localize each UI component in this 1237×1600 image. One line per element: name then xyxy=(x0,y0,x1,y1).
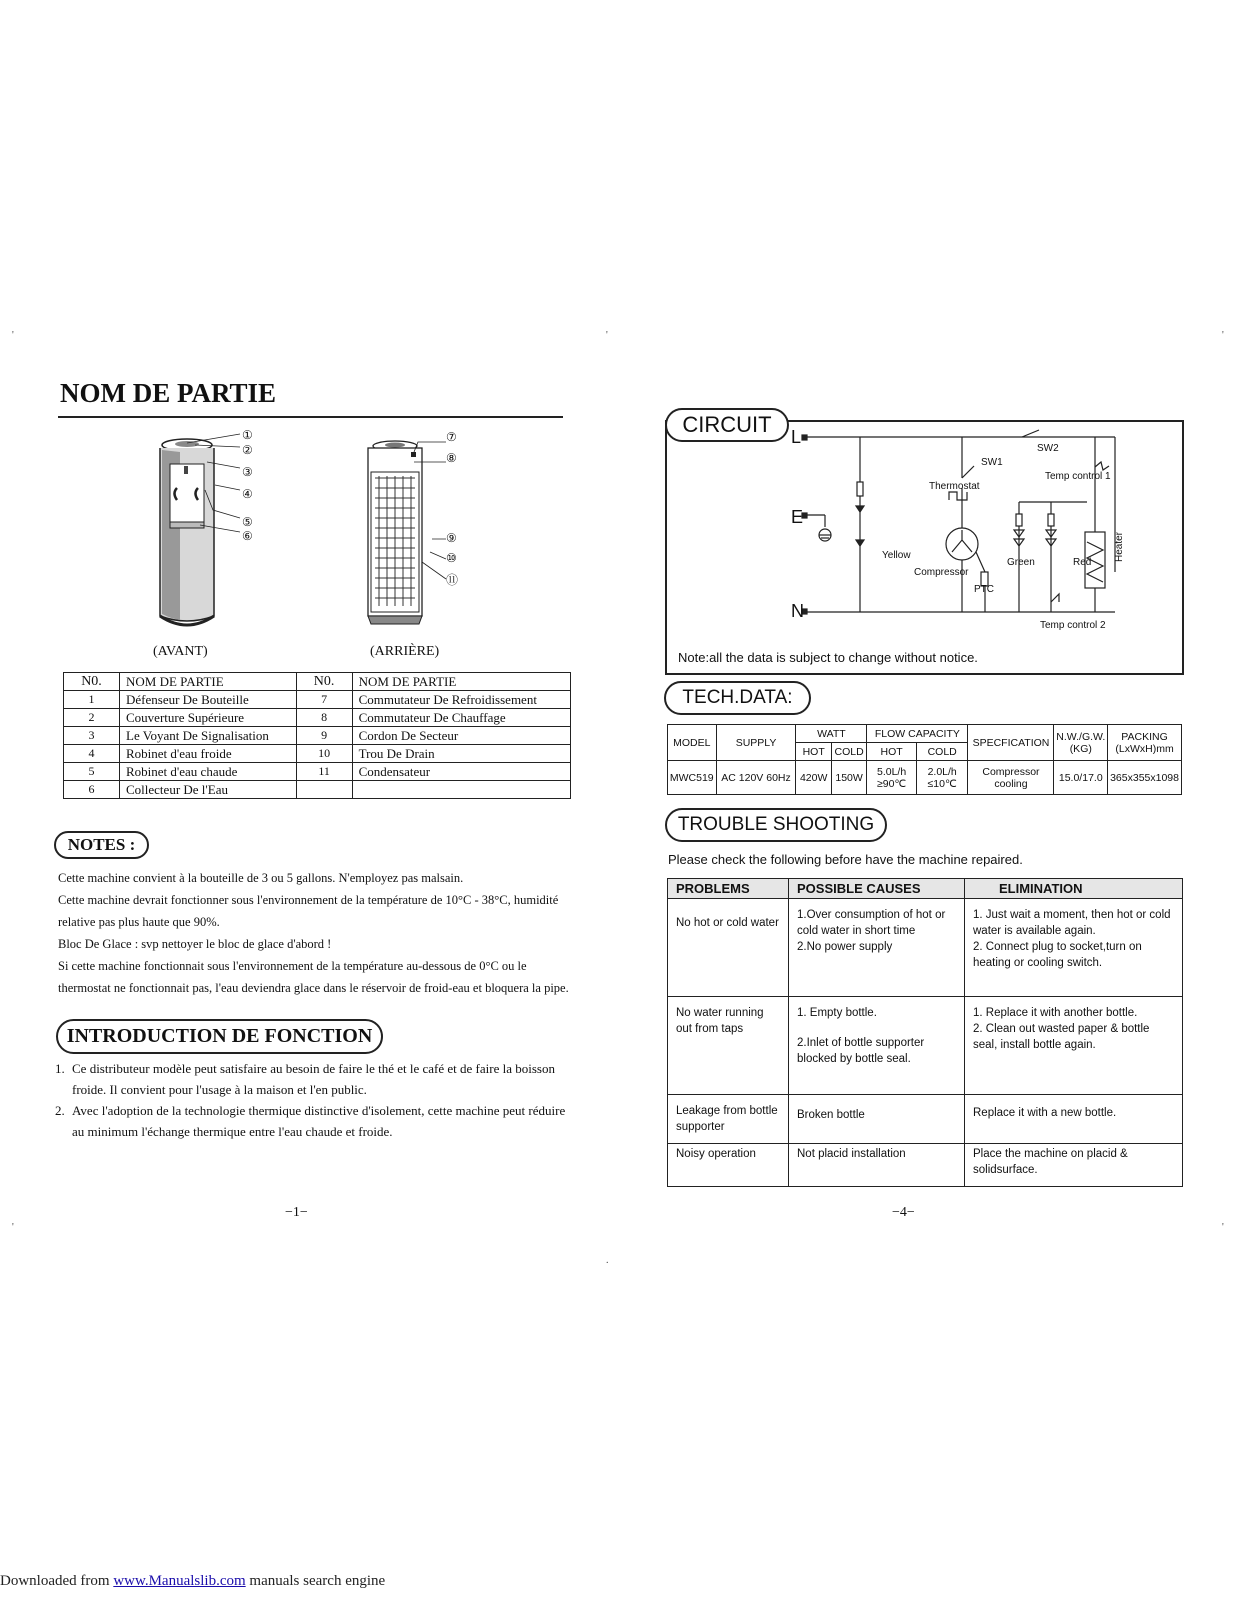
circuit-sw2: SW2 xyxy=(1037,443,1059,454)
part-name: Collecteur De l'Eau xyxy=(120,781,297,799)
callout-4: ④ xyxy=(242,487,253,501)
callout-8: ⑧ xyxy=(446,451,457,465)
header-watt: WATT xyxy=(796,725,867,743)
circuit-ptc: PTC xyxy=(974,584,994,595)
cause-line: Not placid installation xyxy=(797,1148,906,1160)
part-name: Commutateur De Refroidissement xyxy=(352,691,570,709)
cause-line: 2.Inlet of bottle supporter blocked by bottle seal. xyxy=(797,1037,925,1065)
header-part-name: NOM DE PARTIE xyxy=(352,673,570,691)
intro-item-number: 2. xyxy=(55,1103,65,1118)
note-line: Si cette machine fonctionnait sous l'environnement de la température au-dessous de 0°C ou le thermostat ne fonctionnait pas, l'eau deviendra glace dans le réservoir de froid-eau et bloquera la pipe. xyxy=(58,959,569,995)
table-row xyxy=(668,997,1183,1095)
cause-line: Broken bottle xyxy=(797,1109,865,1121)
intro-heading: INTRODUCTION DE FONCTION xyxy=(56,1019,383,1054)
fix-line: Place the machine on placid & solidsurface. xyxy=(973,1148,1128,1176)
header-weight: N.W./G.W. (KG) xyxy=(1054,725,1108,761)
table-row xyxy=(668,1144,1183,1187)
circuit-green: Green xyxy=(1007,557,1035,568)
note-line: Cette machine devrait fonctionner sous l'environnement de la température de 10°C - 38°C, humidité relative pas plus haute que 90%. xyxy=(58,893,559,929)
manualslib-link[interactable]: www.Manualslib.com xyxy=(113,1573,246,1589)
part-number: 1 xyxy=(64,691,120,709)
fix-cell xyxy=(965,997,1183,1095)
crop-mark: ' xyxy=(1222,1222,1224,1233)
callout-11: ⑪ xyxy=(446,573,459,587)
table-row xyxy=(668,1095,1183,1144)
crop-mark: . xyxy=(606,1255,609,1266)
problem-cell: Noisy operation xyxy=(668,1144,789,1187)
note-line: Bloc De Glace : svp nettoyer le bloc de glace d'abord ! xyxy=(58,937,332,951)
problem-cell: No hot or cold water xyxy=(668,899,789,997)
part-number: 3 xyxy=(64,727,120,745)
fix-line: 2. Connect plug to socket,turn on heating or cooling switch. xyxy=(973,941,1142,969)
cause-cell xyxy=(789,899,965,997)
tech-data-table xyxy=(667,724,1182,795)
problem-cell: No water running out from taps xyxy=(668,997,789,1095)
table-row xyxy=(64,781,571,799)
header-no: N0. xyxy=(296,673,352,691)
part-number: 2 xyxy=(64,709,120,727)
header-specification: SPECFICATION xyxy=(968,725,1054,761)
header-watt-cold: COLD xyxy=(831,743,866,761)
part-name: Robinet d'eau froide xyxy=(120,745,297,763)
intro-item xyxy=(55,1058,575,1100)
tech-heading: TECH.DATA: xyxy=(664,681,811,715)
part-name: Trou De Drain xyxy=(352,745,570,763)
specification-value: Compressor cooling xyxy=(968,761,1054,795)
notes-heading: NOTES : xyxy=(54,831,149,859)
callout-6: ⑥ xyxy=(242,529,253,543)
part-name: Robinet d'eau chaude xyxy=(120,763,297,781)
front-caption: (AVANT) xyxy=(153,644,208,659)
circuit-heater: Heater xyxy=(1114,531,1125,562)
title-rule xyxy=(58,416,563,418)
header-watt-hot: HOT xyxy=(796,743,831,761)
part-name: Couverture Supérieure xyxy=(120,709,297,727)
back-caption: (ARRIÈRE) xyxy=(370,644,440,659)
header-supply: SUPPLY xyxy=(716,725,796,761)
header-elimination: ELIMINATION xyxy=(965,879,1183,899)
part-name: Cordon De Secteur xyxy=(352,727,570,745)
flow-hot-rate: 5.0L/h xyxy=(876,765,907,778)
trouble-intro: Please check the following before have the machine repaired. xyxy=(668,852,1023,867)
circuit-sw1: SW1 xyxy=(981,457,1003,468)
header-flow-cold: COLD xyxy=(916,743,968,761)
watt-cold-value: 150W xyxy=(831,761,866,795)
callout-2: ② xyxy=(242,443,253,457)
circuit-diagram xyxy=(667,422,1180,644)
fix-cell xyxy=(965,899,1183,997)
circuit-thermostat: Thermostat xyxy=(929,481,980,492)
flow-cold-rate: 2.0L/h xyxy=(927,765,957,778)
model-value: MWC519 xyxy=(668,761,717,795)
circuit-compressor: Compressor xyxy=(914,567,969,578)
circuit-E: E xyxy=(791,507,804,527)
header-flow-hot: HOT xyxy=(867,743,917,761)
cause-cell xyxy=(789,1095,965,1144)
footer-suffix: manuals search engine xyxy=(245,1573,386,1589)
callout-9: ⑨ xyxy=(446,531,457,545)
front-leader-lines xyxy=(185,430,243,540)
table-header-row xyxy=(64,673,571,691)
header-part-name: NOM DE PARTIE xyxy=(120,673,297,691)
flow-hot-temp: ≥90℃ xyxy=(876,777,907,790)
crop-mark: ' xyxy=(12,1222,14,1233)
page-number: −1− xyxy=(285,1205,308,1220)
supply-value: AC 120V 60Hz xyxy=(716,761,796,795)
notes-body xyxy=(58,867,578,999)
part-number: 9 xyxy=(296,727,352,745)
back-leader-lines xyxy=(412,434,448,584)
circuit-red: Red xyxy=(1073,557,1092,568)
watt-hot-value: 420W xyxy=(796,761,831,795)
problem-cell: Leakage from bottle supporter xyxy=(668,1095,789,1144)
intro-item-text: Avec l'adoption de la technologie thermique distinctive d'isolement, cette machine peut réduire au minimum l'échange thermique entre l'eau chaude et froide. xyxy=(72,1103,566,1139)
cause-cell xyxy=(789,997,965,1095)
crop-mark: ' xyxy=(1222,330,1224,341)
header-no: N0. xyxy=(64,673,120,691)
fix-line: 2. Clean out wasted paper & bottle seal, install bottle again. xyxy=(973,1023,1150,1051)
fix-line: 1. Replace it with another bottle. xyxy=(973,1007,1138,1019)
table-row xyxy=(668,899,1183,997)
fix-cell xyxy=(965,1095,1183,1144)
footer-prefix: Downloaded from xyxy=(0,1573,114,1589)
part-number: 8 xyxy=(296,709,352,727)
note-line: Cette machine convient à la bouteille de 3 ou 5 gallons. N'employez pas malsain. xyxy=(58,871,464,885)
circuit-L: L xyxy=(791,427,802,447)
header-model: MODEL xyxy=(668,725,717,761)
circuit-heading: CIRCUIT xyxy=(665,408,789,442)
cause-line: 1. Empty bottle. xyxy=(797,1007,877,1019)
part-number: 11 xyxy=(296,763,352,781)
callout-5: ⑤ xyxy=(242,515,253,529)
page-number: −4− xyxy=(892,1205,915,1220)
flow-cold-value xyxy=(916,761,968,795)
part-number: 6 xyxy=(64,781,120,799)
table-row xyxy=(64,763,571,781)
part-name: Commutateur De Chauffage xyxy=(352,709,570,727)
table-row xyxy=(64,691,571,709)
callout-10: ⑩ xyxy=(446,551,457,565)
circuit-yellow: Yellow xyxy=(882,550,911,561)
trouble-table xyxy=(667,878,1183,1187)
cause-line: 2.No power supply xyxy=(797,941,893,953)
intro-item xyxy=(55,1100,575,1142)
part-name xyxy=(352,781,570,799)
callout-1: ① xyxy=(242,428,253,442)
circuit-N: N xyxy=(791,601,804,621)
part-number xyxy=(296,781,352,799)
intro-item-text: Ce distributeur modèle peut satisfaire au besoin de faire le thé et le café et de faire la boisson froide. Il convient pour l'usage à la maison et l'en public. xyxy=(72,1061,555,1097)
table-row xyxy=(64,745,571,763)
part-number: 7 xyxy=(296,691,352,709)
callout-7: ⑦ xyxy=(446,430,457,444)
table-row xyxy=(64,727,571,745)
intro-body xyxy=(55,1058,575,1142)
circuit-note: Note:all the data is subject to change without notice. xyxy=(678,650,978,665)
part-name: Condensateur xyxy=(352,763,570,781)
part-name: Le Voyant De Signalisation xyxy=(120,727,297,745)
table-row xyxy=(668,761,1182,795)
download-footer xyxy=(0,1573,385,1590)
parts-table xyxy=(63,672,571,799)
weight-value: 15.0/17.0 xyxy=(1054,761,1108,795)
header-causes: POSSIBLE CAUSES xyxy=(789,879,965,899)
fix-line: 1. Just wait a moment, then hot or cold water is available again. xyxy=(973,909,1171,937)
trouble-heading: TROUBLE SHOOTING xyxy=(665,808,887,842)
table-row xyxy=(64,709,571,727)
flow-cold-temp: ≤10℃ xyxy=(927,777,957,790)
packing-value: 365x355x1098 xyxy=(1108,761,1182,795)
part-name: Défenseur De Bouteille xyxy=(120,691,297,709)
flow-hot-value xyxy=(867,761,917,795)
part-number: 5 xyxy=(64,763,120,781)
callout-3: ③ xyxy=(242,465,253,479)
intro-item-number: 1. xyxy=(55,1061,65,1076)
page-title: NOM DE PARTIE xyxy=(60,378,277,408)
table-header-row xyxy=(668,725,1182,743)
part-number: 4 xyxy=(64,745,120,763)
header-packing: PACKING (LxWxH)mm xyxy=(1108,725,1182,761)
cause-line: 1.Over consumption of hot or cold water in short time xyxy=(797,909,946,937)
circuit-temp-control-1: Temp control 1 xyxy=(1045,471,1111,482)
cause-cell xyxy=(789,1144,965,1187)
crop-mark: ' xyxy=(606,330,608,341)
crop-mark: ' xyxy=(12,330,14,341)
circuit-temp-control-2: Temp control 2 xyxy=(1040,620,1106,631)
fix-cell xyxy=(965,1144,1183,1187)
header-flow-capacity: FLOW CAPACITY xyxy=(867,725,968,743)
fix-line: Replace it with a new bottle. xyxy=(973,1107,1117,1119)
table-header-row xyxy=(668,879,1183,899)
part-number: 10 xyxy=(296,745,352,763)
header-problems: PROBLEMS xyxy=(668,879,789,899)
